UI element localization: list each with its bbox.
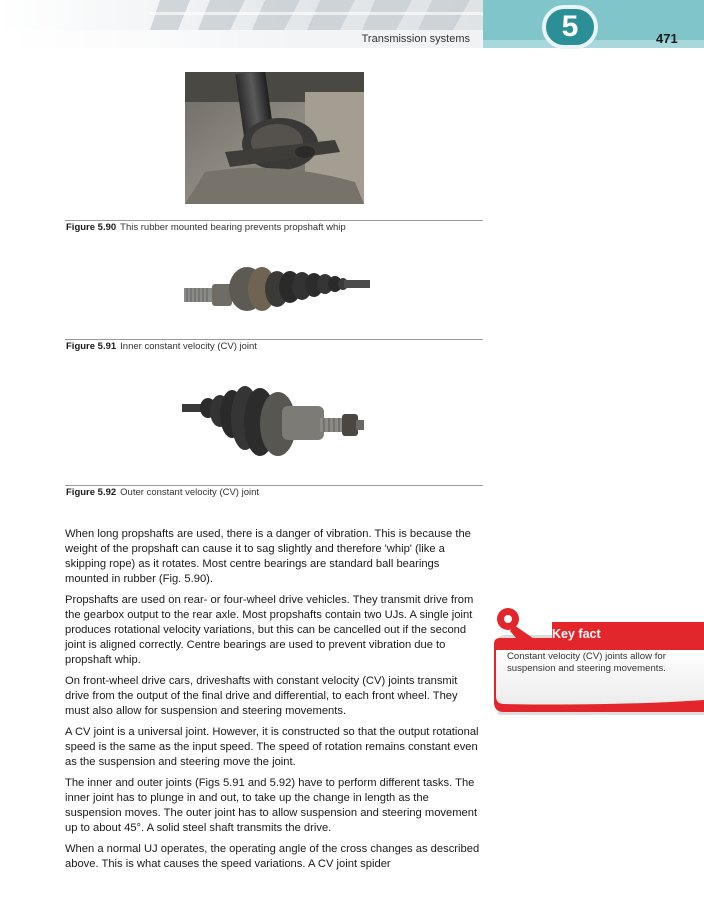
figure-caption-text: Outer constant velocity (CV) joint — [120, 487, 260, 498]
paragraph: On front-wheel drive cars, driveshafts with constant velocity (CV) joints transmit drive from the output of the final drive and differential, to each front wheel. They must also allow for suspension and steering movements. — [65, 675, 458, 717]
figure-5-91-photo — [182, 253, 372, 315]
paragraph: When long propshafts are used, there is a danger of vibration. This is because the weight of the propshaft can cause it to sag slightly and therefore 'whip' (like a skipping rope) as it rotates. Most centre bearings are standard ball bearings mounted in rubber (Fig. 5.90). — [65, 528, 471, 585]
figure-caption-text: This rubber mounted bearing prevents propshaft whip — [120, 222, 346, 233]
figure-rule — [65, 220, 483, 221]
figure-label: Figure 5.90 — [66, 222, 117, 233]
figure-rule — [65, 339, 483, 340]
figure-5-92-photo — [182, 376, 367, 466]
tyre-tread-decoration — [150, 0, 483, 30]
paragraph: The inner and outer joints (Figs 5.91 and 5.92) have to perform different tasks. The inner joint has to plunge in and out, to take up the change in length as the suspension moves. The outer joint has to allow suspension and steering movement up to about 45°. A solid steel shaft transmits the drive. — [65, 777, 478, 834]
page-number: 471 — [656, 31, 678, 46]
paragraph: When a normal UJ operates, the operating angle of the cross changes as described above. This is what causes the speed variations. A CV joint spider — [65, 843, 480, 870]
section-title: Transmission systems — [361, 33, 470, 45]
key-icon — [494, 605, 552, 651]
figure-label: Figure 5.92 — [66, 487, 117, 498]
figure-label: Figure 5.91 — [66, 341, 117, 352]
key-fact-title: Key fact — [552, 627, 601, 641]
chapter-number-badge: 5 — [542, 5, 598, 49]
figure-rule — [65, 485, 483, 486]
figure-5-91-caption — [66, 341, 257, 352]
paragraph: Propshafts are used on rear- or four-wheel drive vehicles. They transmit drive from the gearbox output to the rear axle. Most propshafts contain two UJs. A single joint produces rotational velocity variations, but this can be cancelled out if the second joint is aligned correctly. Centre bearings are used to prevent vibration due to propshaft whip. — [65, 594, 474, 666]
figure-caption-text: Inner constant velocity (CV) joint — [120, 341, 257, 352]
body-text — [65, 527, 481, 878]
figure-5-90-caption — [66, 222, 346, 233]
figure-5-90-photo — [185, 72, 364, 204]
paragraph: A CV joint is a universal joint. However, it is constructed so that the output rotational speed is the same as the input speed. The speed of rotation remains constant even as the suspension and steering move the joint. — [65, 726, 479, 768]
key-fact-text: Constant velocity (CV) joints allow for suspension and steering movements. — [507, 651, 666, 674]
figure-5-92-caption — [66, 487, 259, 498]
